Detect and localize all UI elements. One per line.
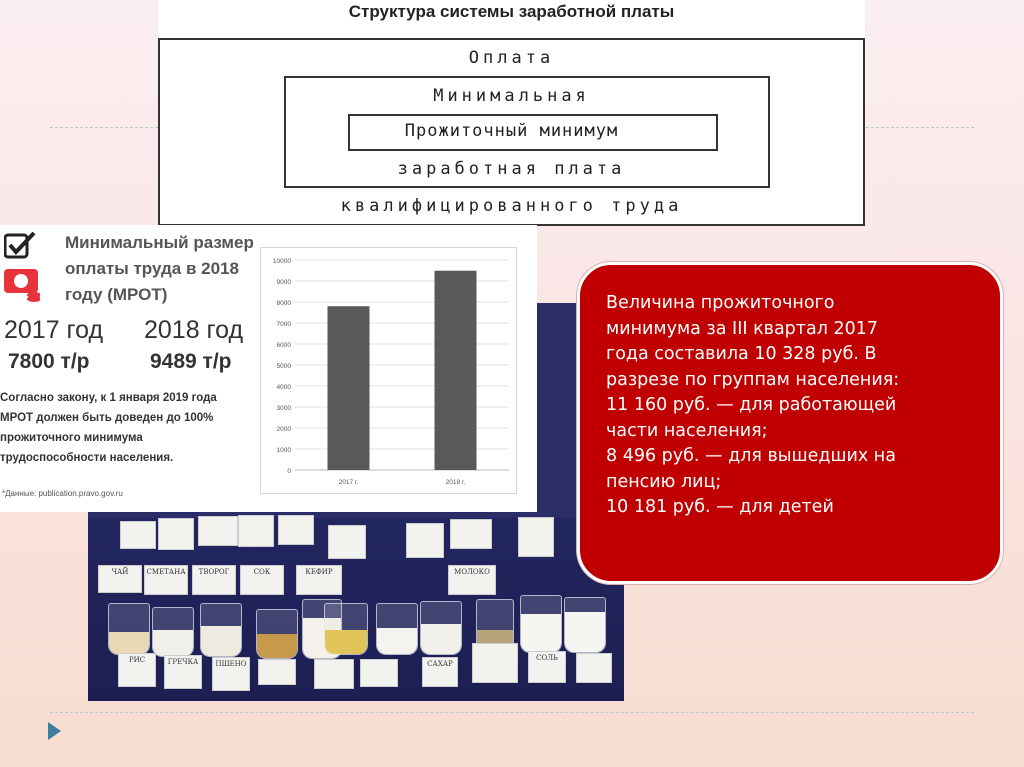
middle-top-label: Минимальная — [433, 86, 590, 106]
photo-cup — [520, 595, 562, 653]
photo-card — [328, 525, 366, 559]
photo-label-card: САХАР — [422, 657, 458, 687]
bullet-arrow-icon — [48, 722, 61, 740]
y-tick-label: 8000 — [276, 300, 291, 307]
checkbox-icon — [4, 229, 40, 309]
photo-label-card: ГРЕЧКА — [164, 655, 202, 689]
mrot-heading: Минимальный размер оплаты труда в 2018 году (МРОТ) — [65, 233, 254, 304]
subsistence-minimum-box — [577, 262, 1003, 584]
x-tick-label: 2017 г. — [338, 479, 359, 486]
mrot-panel — [0, 225, 537, 512]
y-tick-label: 6000 — [276, 342, 291, 349]
year-2018-label: 2018 год — [144, 316, 244, 344]
photo-card — [238, 515, 274, 547]
diagram-title: Структура системы заработной платы — [348, 2, 675, 21]
photo-label-card: СОК — [240, 565, 284, 595]
photo-card — [576, 653, 612, 683]
photo-card — [120, 521, 156, 549]
photo-label-card: ЧАЙ — [98, 565, 142, 593]
photo-card — [314, 659, 354, 689]
inner-label: Прожиточный минимум — [404, 121, 619, 141]
photo-label-card: МОЛОКО — [448, 565, 496, 595]
photo-label-card: РИС — [118, 653, 156, 687]
photo-card — [198, 516, 238, 546]
photo-cup — [420, 601, 462, 655]
photo-label-card: ПШЕНО — [212, 657, 250, 691]
source-note: *Данные: publication.pravo.gov.ru — [2, 489, 123, 498]
bar — [328, 306, 370, 470]
outer-top-label: Оплата — [468, 48, 555, 68]
mrot-chart — [260, 247, 517, 494]
photo-label-card: ТВОРОГ — [192, 565, 236, 595]
photo-label-card: КЕФИР — [296, 565, 342, 595]
law-note: Согласно закону, к 1 января 2019 года МРОТ должен быть доведен до 100% прожиточного минимума трудоспособности населения. — [0, 392, 217, 464]
photo-card — [258, 659, 296, 685]
divider-bottom — [50, 712, 974, 713]
photo-card — [158, 518, 194, 550]
photo-card — [278, 515, 314, 545]
photo-cup — [376, 603, 418, 655]
photo-cup — [324, 603, 368, 655]
y-tick-label: 1000 — [276, 447, 291, 454]
y-tick-label: 4000 — [276, 384, 291, 391]
photo-card — [406, 523, 444, 558]
outer-bottom-label: квалифицированного труда — [340, 196, 683, 216]
photo-label-card: СОЛЬ — [528, 651, 566, 683]
photo-cup — [256, 609, 298, 659]
year-2017-label: 2017 год — [4, 316, 104, 344]
y-tick-label: 5000 — [276, 363, 291, 370]
y-tick-label: 9000 — [276, 279, 291, 286]
subsistence-minimum-text: Величина прожиточного минимума за III квартал 2017 года составила 10 328 руб. В разрезе по группам населения: 11 160 руб. — для работающей части населения; 8 496 руб. — для вышедших на пенсию лиц; 10 181 руб. — для детей — [606, 293, 900, 517]
bar — [435, 271, 477, 470]
y-tick-label: 10000 — [272, 258, 291, 265]
y-tick-label: 3000 — [276, 405, 291, 412]
photo-card — [360, 659, 398, 687]
y-tick-label: 0 — [287, 468, 291, 475]
photo-card — [518, 517, 554, 557]
photo-cup — [564, 597, 606, 653]
y-tick-label: 7000 — [276, 321, 291, 328]
photo-label-card: СМЕТАНА — [144, 565, 188, 595]
middle-bottom-label: заработная плата — [397, 159, 626, 179]
y-tick-label: 2000 — [276, 426, 291, 433]
photo-card — [450, 519, 492, 549]
photo-card — [472, 643, 518, 683]
photo-cup — [152, 607, 194, 657]
mrot-2018-value: 9489 т/р — [150, 350, 232, 373]
photo-cup — [200, 603, 242, 657]
bar-chart — [261, 248, 516, 493]
salary-structure-diagram — [158, 0, 865, 226]
mrot-2017-value: 7800 т/р — [8, 350, 90, 373]
photo-cup — [108, 603, 150, 655]
x-tick-label: 2018 г. — [445, 479, 466, 486]
